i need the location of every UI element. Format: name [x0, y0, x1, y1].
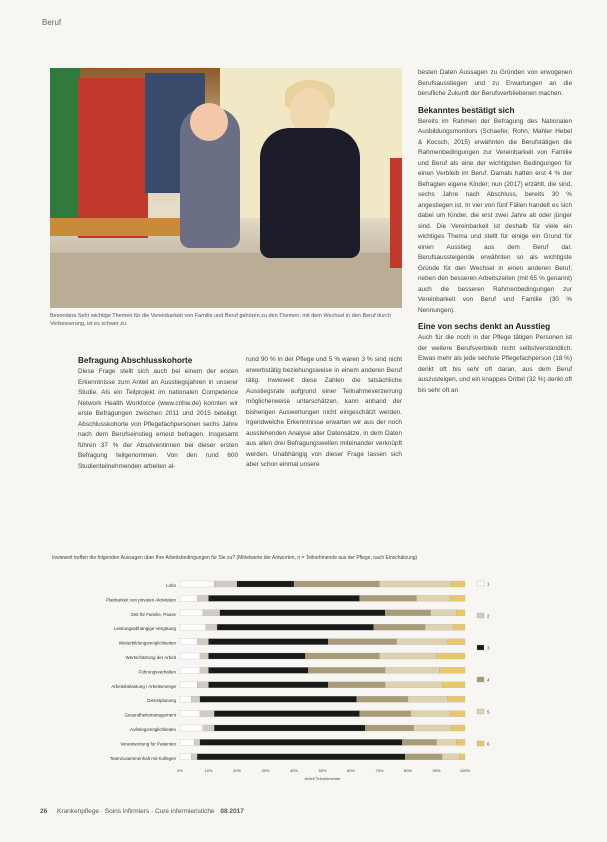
- article-column-2: [246, 355, 402, 471]
- bar-segment: [439, 667, 465, 673]
- chart-figure: [52, 555, 576, 785]
- bar-segment: [180, 610, 203, 616]
- bar-segment: [197, 639, 208, 645]
- bar-segment: [425, 624, 454, 630]
- bar-segment: [414, 725, 451, 731]
- category-label: Führungsverhalten: [138, 669, 176, 675]
- bar-segment: [180, 653, 200, 659]
- bar-segment: [180, 739, 194, 745]
- bar-segment: [451, 725, 465, 731]
- legend-swatch: [477, 645, 484, 650]
- bar-segment: [456, 610, 465, 616]
- bar-segment: [194, 739, 200, 745]
- category-label: Gesundheitsmanagement: [124, 712, 176, 718]
- legend-swatch: [477, 581, 484, 586]
- bar-segment: [451, 581, 465, 587]
- legend-swatch: [477, 741, 484, 746]
- section-label: Beruf: [42, 18, 62, 27]
- bar-segment: [397, 639, 448, 645]
- x-tick-label: 50%: [318, 768, 327, 774]
- x-tick-label: 60%: [346, 768, 356, 774]
- bar-segment: [209, 639, 329, 645]
- bar-segment: [437, 739, 457, 745]
- bar-segment: [431, 610, 457, 616]
- x-tick-label: 20%: [232, 768, 242, 774]
- category-label: Wertschätzung der Arbeit: [125, 655, 176, 660]
- bar-segment: [357, 696, 408, 702]
- legend-label: 4: [487, 677, 490, 683]
- bar-segment: [437, 653, 466, 659]
- bar-segment: [180, 595, 197, 601]
- legend-swatch: [477, 709, 484, 714]
- legend-label: 5: [487, 709, 490, 715]
- x-tick-label: 30%: [261, 768, 270, 774]
- bar-segment: [402, 739, 436, 745]
- category-label: Aufstiegsmöglichkeiten: [129, 727, 176, 732]
- bar-segment: [451, 595, 465, 601]
- bar-segment: [180, 725, 203, 731]
- bar-segment: [237, 581, 294, 587]
- bar-segment: [191, 696, 200, 702]
- bar-segment: [451, 711, 465, 717]
- article-photo: [50, 68, 402, 308]
- bar-segment: [203, 610, 220, 616]
- x-tick-label: 0%: [177, 768, 183, 774]
- bar-segment: [209, 667, 309, 673]
- bar-segment: [214, 711, 359, 717]
- bar-segment: [456, 739, 465, 745]
- category-label: Arbeitsbelastung / Arbeitsmenge: [111, 683, 176, 689]
- bar-segment: [209, 653, 306, 659]
- x-tick-label: 100%: [459, 768, 471, 774]
- bar-segment: [405, 754, 442, 760]
- legend-swatch: [477, 677, 484, 682]
- bar-segment: [214, 581, 237, 587]
- heading-bekanntes: Bekanntes bestätigt sich: [418, 105, 515, 115]
- x-axis-label: Anteil Teilnehmende: [304, 776, 341, 781]
- page-footer: [40, 808, 244, 815]
- heading-abschlusskohorte: Befragung Abschlusskohorte: [78, 356, 193, 365]
- bar-segment: [328, 639, 396, 645]
- bar-segment: [459, 754, 465, 760]
- bar-segment: [374, 624, 425, 630]
- bar-segment: [197, 595, 208, 601]
- footer-issue: 08 2017: [220, 808, 244, 815]
- x-tick-label: 10%: [204, 768, 213, 774]
- bar-segment: [408, 696, 448, 702]
- footer-text: Krankenpflege · Soins infirmiers · Cure infermieristiche: [57, 808, 215, 815]
- bar-segment: [365, 725, 413, 731]
- bar-segment: [448, 696, 465, 702]
- bar-segment: [305, 653, 379, 659]
- legend-swatch: [477, 613, 484, 618]
- category-label: Leistungsabhängige Vergütung: [113, 626, 176, 632]
- bar-segment: [180, 639, 197, 645]
- bar-segment: [200, 667, 209, 673]
- x-tick-label: 90%: [432, 768, 441, 774]
- bar-segment: [411, 711, 451, 717]
- bar-segment: [191, 754, 197, 760]
- bar-segment: [200, 653, 209, 659]
- paragraph: Bereits im Rahmen der Befragung des Nationalen Ausbildungsmonitors (Schaefer, Rohn, Mahler Hebel & Kocsch, 2015) erwähnten die Berufstätigen die Rahmenbedingungen zur Vereinbarkeit von Familie und Beruf als eine der wichtigsten Bedingungen für einen Verbleib im Beruf. Damals hatten erst 4 % der Befragten eigene Kinder; nun (2017) erzählt, die sind, sechs Jahre nach Abschluss, bereits 30 % angestiegen ist. In vier von fünf Fällen handelt es sich dabei um Kinder, die erst zwei Jahre alt oder jünger sind. Die Vereinbarkeit ist deshalb für viele ein wichtiges Thema und stellt für einige ein Grund für einen Ausstieg aus dem Beruf dar. Berufsaussteigende erwähnten so als wichtigste Gründe für den Wechsel in einen anderen Beruf, neben den besseren Arbeitszeiten (mit 65 % genannt) auch die besseren Rahmenbedingungen zur Vereinbarkeit von Beruf und Familie (30 % Nennungen).: [418, 117, 572, 314]
- bar-segment: [328, 682, 385, 688]
- bar-segment: [360, 595, 417, 601]
- bar-segment: [200, 696, 357, 702]
- legend-label: 6: [487, 741, 490, 747]
- bar-segment: [197, 682, 208, 688]
- category-label: Planbarkeit von privaten Aktivitäten: [105, 597, 176, 603]
- paragraph: Auch für die noch in der Pflege tätigen Personen ist der weitere Berufsverbleib nicht selbstverständlich. Etwas mehr als jede sechste Pflegefachperson (18 %) denkt oft bis sehr oft daran, aus dem Beruf auszusteigen, und ein knappes Drittel (32 %) denkt oft bis sehr oft an: [418, 334, 572, 394]
- bar-segment: [308, 667, 385, 673]
- bar-segment: [180, 711, 200, 717]
- bar-segment: [180, 682, 197, 688]
- paragraph: Diese Frage stellt sich auch bei einem der ersten Erkenntnisse zum Anteil an Ausstiegsjahren in unserer Studie. Als ein Teilprojekt im nationalen Competence Network Health Workforce (www.cnhw.de) konnten wir erste Befragungen zwischen 2011 und 2015 beteiligt. Abschlusskohorte von Pflegefachpersonen sechs Jahre nach dem Berufseinstieg erneut befragen. Insgesamt führen 37 % der Absolventinnen bei dieser ersten Befragung teilgenommen. Von den rund 600 Studienteilnehmenden arbeiten al-: [78, 368, 238, 470]
- x-tick-label: 70%: [375, 768, 384, 774]
- bar-segment: [417, 595, 451, 601]
- article-column-3: [418, 68, 572, 396]
- bar-segment: [385, 667, 439, 673]
- bar-segment: [180, 696, 191, 702]
- bar-segment: [180, 754, 191, 760]
- bar-segment: [454, 624, 465, 630]
- category-label: Zeit für Familie, Pause: [130, 611, 176, 617]
- bar-segment: [180, 624, 206, 630]
- bar-segment: [217, 624, 374, 630]
- legend-label: 1: [487, 581, 490, 587]
- category-label: Dienstplanung: [147, 698, 176, 704]
- bar-segment: [380, 581, 451, 587]
- bar-segment: [200, 711, 214, 717]
- category-label: Verantwortung für Patienten: [120, 741, 176, 747]
- paragraph: besten Daten Aussagen zu Gründen von erwogenen Berufsausstiegen und zu Erwartungen an die berufliche Zukunft der Berufsverbliebenen machen.: [418, 69, 572, 97]
- legend-label: 3: [487, 645, 490, 651]
- bar-segment: [203, 725, 214, 731]
- bar-segment: [214, 725, 365, 731]
- paragraph: rund 90 % in der Pflege und 5 % waren 3 % sind nicht erwerbstätig beziehungsweise in einem anderen Beruf tätig. Inwieweit diese Zahlen die tatsächliche Ausstiegsrate aufgrund einer Teilnahmeverzerrung möglicherweise unterschätzen, kann anhand der bisherigen Auswertungen nicht eingeschätzt werden. Irgendwelche Erkenntnisse erwarten wir aus der noch ausstehenden Analyse aller Datensätze, in dem Daten aus allen drei Befragungswellen miteinander verknüpft werden. Unabhängig von dieser Frage lassen sich aber schon einmal unsere: [246, 356, 402, 468]
- bar-segment: [209, 682, 329, 688]
- legend-label: 2: [487, 613, 490, 619]
- x-tick-label: 80%: [403, 768, 413, 774]
- page-number: 26: [40, 808, 48, 815]
- bar-segment: [385, 610, 431, 616]
- chart-svg: [52, 561, 576, 781]
- bar-segment: [448, 639, 465, 645]
- photo-caption: Besonders Sehr wichtige Themen für die Vereinbarkeit von Familie und Beruf gehören zu den Themen, mit dem Wechsel in den Beruf durch Verbesserung, ist es schwer zu.: [50, 313, 391, 327]
- bar-segment: [206, 624, 217, 630]
- x-tick-label: 40%: [289, 768, 299, 774]
- bar-segment: [200, 739, 402, 745]
- bar-segment: [380, 653, 437, 659]
- article-column-1: [78, 355, 238, 472]
- category-label: Lohn: [165, 583, 176, 588]
- bar-segment: [360, 711, 411, 717]
- bar-segment: [180, 581, 214, 587]
- category-label: Weiterbildungsmöglichkeiten: [118, 640, 176, 646]
- chart-title: Inwieweit treffen die folgenden Aussagen über Ihre Arbeitsbedingungen für Sie zu? (Mittelwerte der Antworten, n = Teilnehmende aus der Pflege, nach Einschätzung): [52, 555, 418, 561]
- bar-segment: [294, 581, 380, 587]
- bar-segment: [180, 667, 200, 673]
- bar-segment: [197, 754, 405, 760]
- bar-segment: [385, 682, 442, 688]
- bar-segment: [209, 595, 360, 601]
- category-label: Teamzusammenhalt mit Kollegen: [109, 755, 176, 761]
- bar-segment: [442, 682, 465, 688]
- bar-segment: [442, 754, 459, 760]
- bar-segment: [220, 610, 385, 616]
- heading-ausstieg: Eine von sechs denkt an Ausstieg: [418, 322, 551, 331]
